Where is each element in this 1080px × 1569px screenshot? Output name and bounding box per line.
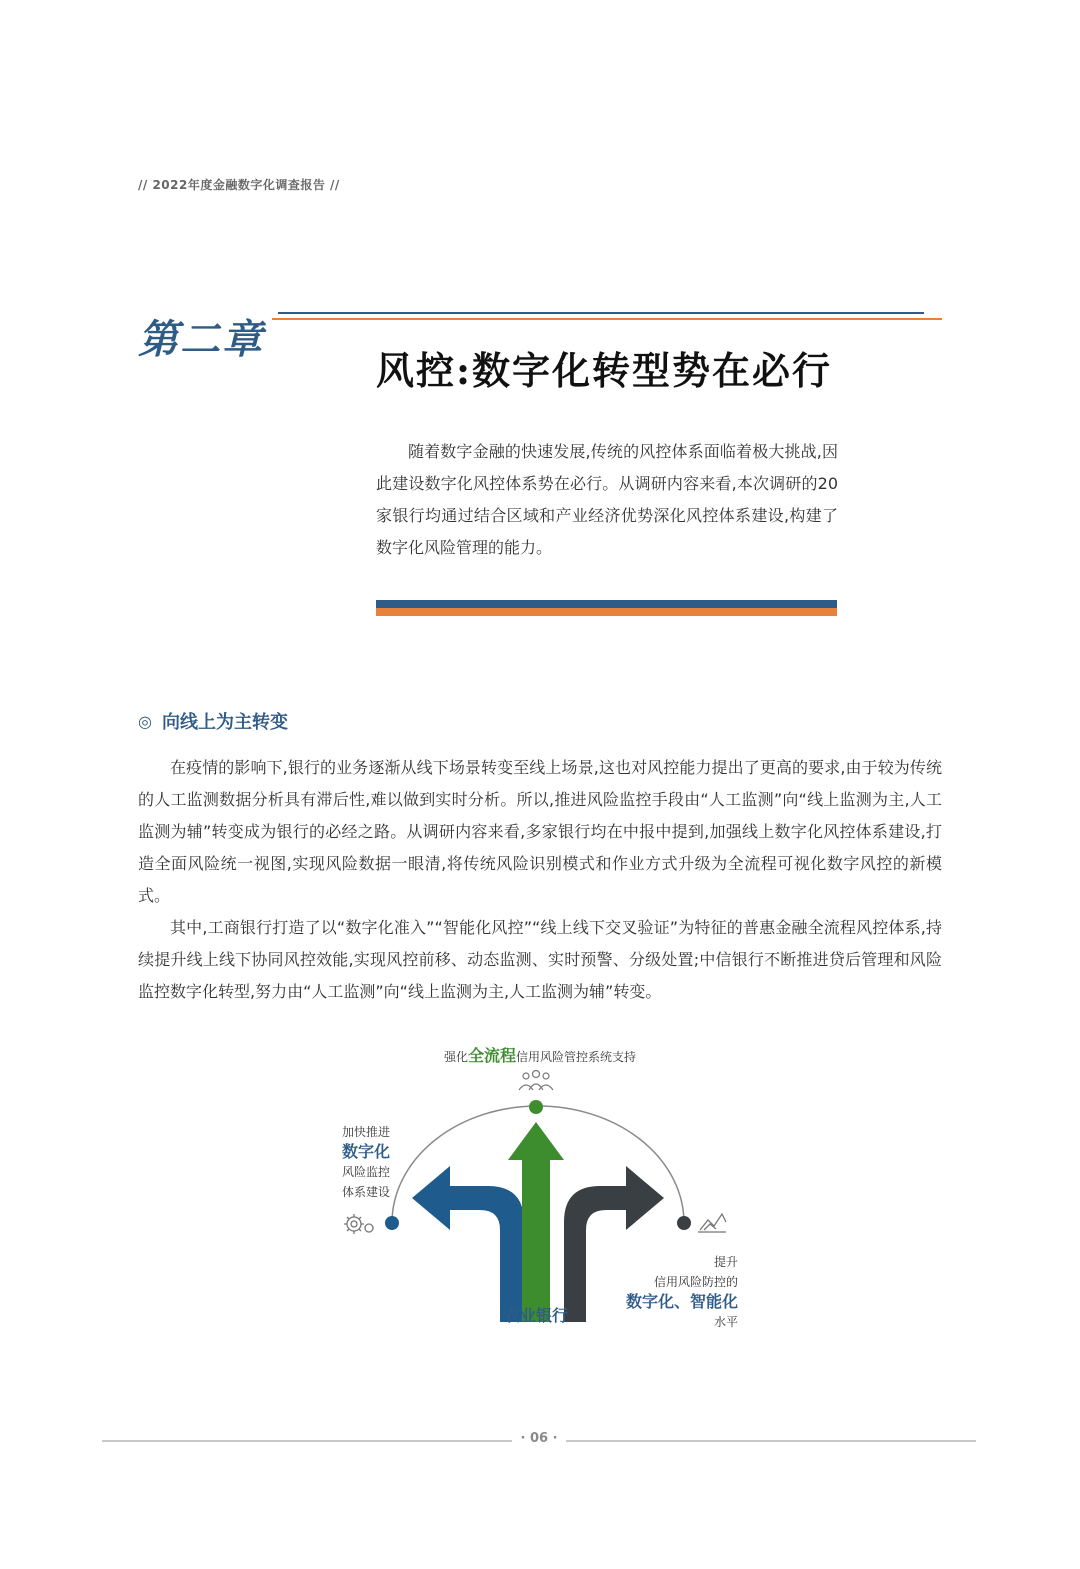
chapter-title: 风控:数字化转型势在必行 [376,348,833,393]
running-header: // 2022年度金融数字化调查报告 // [138,178,340,192]
diagram-top-label [420,1046,660,1067]
intro-bar-orange [376,608,837,616]
right-label-line2: 信用风险防控的 [653,1275,738,1289]
body-text [138,752,942,1008]
people-icon [519,1071,553,1091]
page-number: · 06 · [520,1431,558,1446]
diagram-bottom-label: 农业银行 [503,1306,568,1325]
right-label-line4: 水平 [713,1315,738,1329]
left-turn-arrow [412,1166,524,1322]
chapter-intro: 随着数字金融的快速发展,传统的风控体系面临着极大挑战,因此建设数字化风控体系势在必行。从调研内容来看,本次调研的20家银行均通过结合区域和产业经济优势深化风控体系建设,构建了数字化风险管理的能力。 [376,442,838,557]
footer-rule-left [102,1440,512,1442]
top-label-pre: 强化 [443,1050,468,1064]
strategy-diagram [320,1040,760,1340]
chapter-label: 第二章 [138,317,264,363]
section-heading-text: 向线上为主转变 [161,712,288,733]
right-node [677,1216,691,1230]
top-node [529,1100,543,1114]
intro-bar-blue [376,600,837,608]
chapter-rule-blue [278,312,924,314]
footer-rule-right [566,1440,976,1442]
chapter-rule-orange [272,318,942,320]
body-paragraph-1: 在疫情的影响下,银行的业务逐渐从线下场景转变至线上场景,这也对风控能力提出了更高的要求,由于较为传统的人工监测数据分析具有滞后性,难以做到实时分析。所以,推进风险监控手段由“人工监测”向“线上监测为主,人工监测为辅”转变成为银行的必经之路。从调研内容来看,多家银行均在中报中提到,加强线上数字化风控体系建设,打造全面风险统一视图,实现风险数据一眼清,将传统风险识别模式和作业方式升级为全流程可视化数字风控的新模式。 [138,758,942,905]
section-heading [138,708,288,734]
left-label-line4: 体系建设 [342,1185,391,1199]
top-label-highlight: 全流程 [467,1046,516,1065]
top-label-post: 信用风险管控系统支持 [516,1050,637,1064]
left-label-line3: 风险监控 [342,1165,391,1179]
left-label-highlight: 数字化 [342,1142,391,1161]
left-node [385,1216,399,1230]
body-paragraph-2: 其中,工商银行打造了以“数字化准入”“智能化风控”“线上线下交叉验证”为特征的普惠金融全流程风控体系,持续提升线上线下协同风控效能,实现风控前移、动态监测、实时预警、分级处置;中信银行不断推进贷后管理和风险监控数字化转型,努力由“人工监测”向“线上监测为主,人工监测为辅”转变。 [138,918,942,1001]
diagram-right-label [620,1252,738,1332]
gear-icon [344,1214,373,1234]
diagram-left-label [342,1122,422,1202]
left-label-line1: 加快推进 [342,1125,391,1139]
section-bullet-icon: ◎ [138,711,152,731]
trend-chart-icon [698,1214,726,1232]
right-label-highlight: 数字化、智能化 [625,1292,738,1311]
right-label-line1: 提升 [713,1255,738,1269]
